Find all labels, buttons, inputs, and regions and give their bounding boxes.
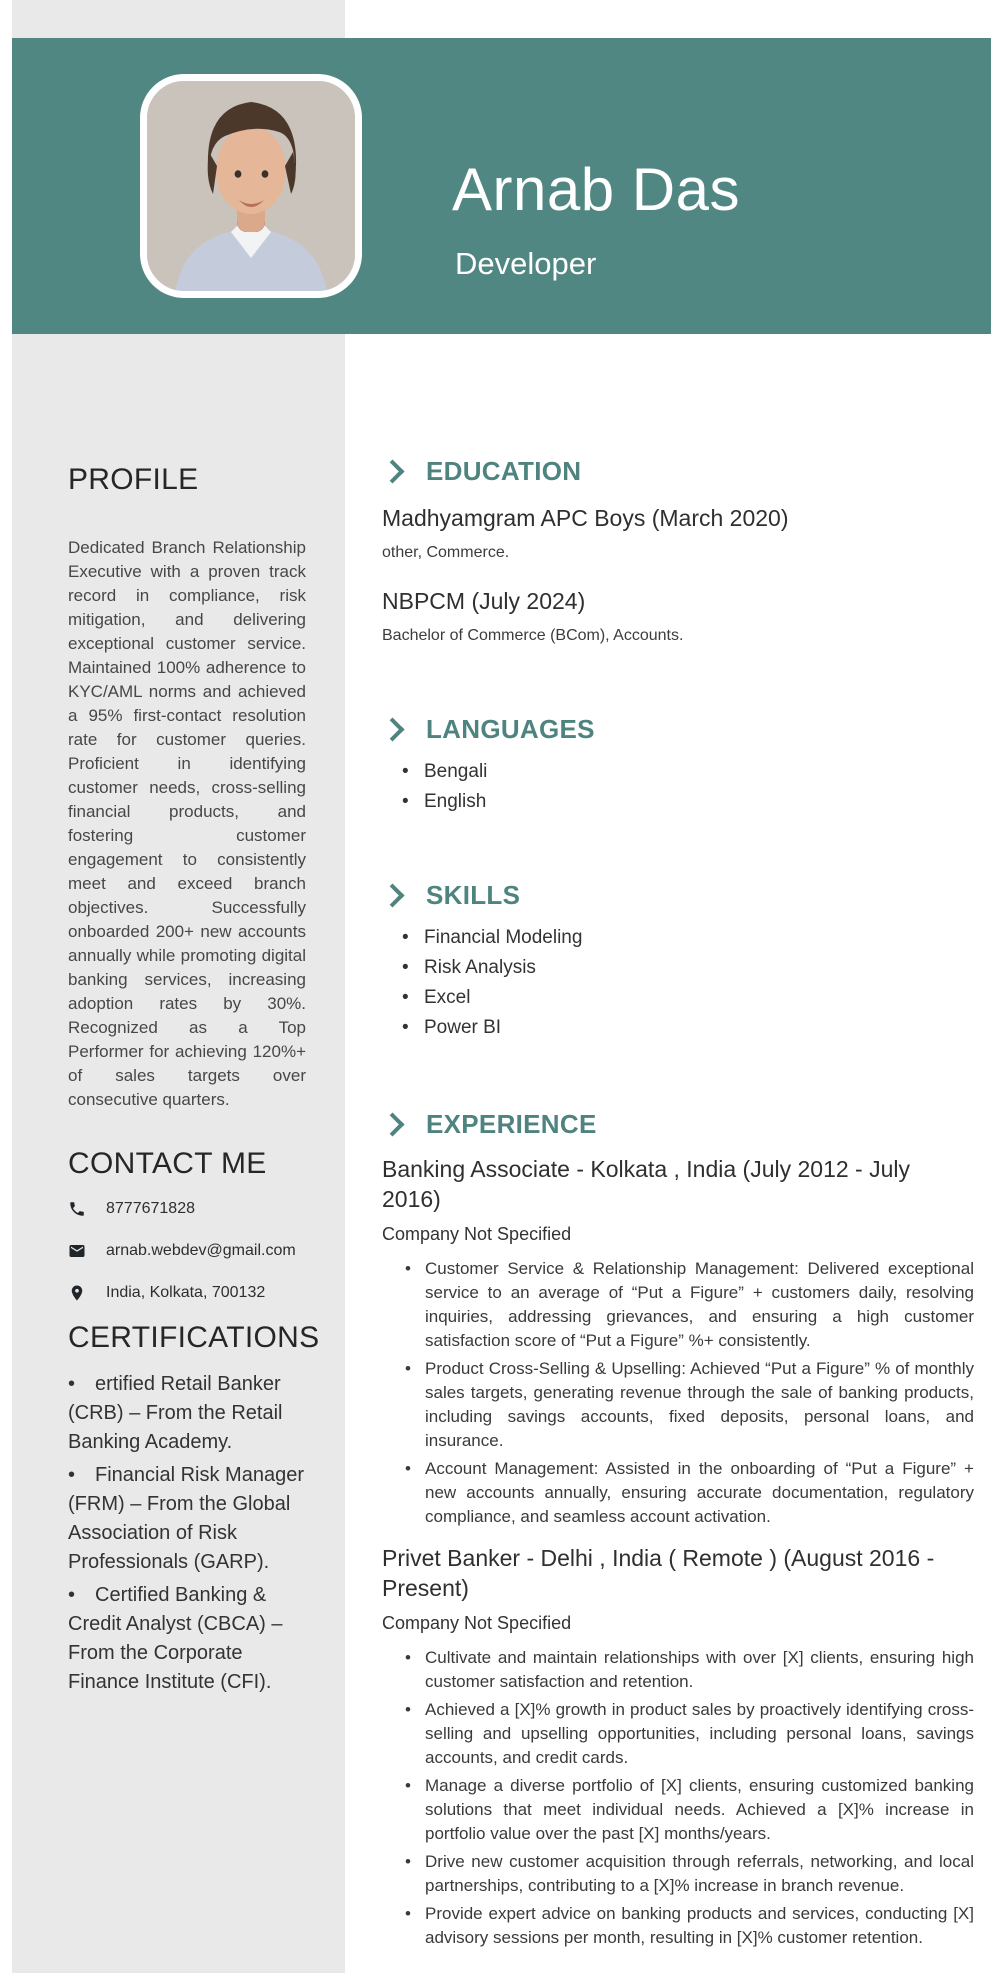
languages-list xyxy=(382,757,974,817)
education-school: Madhyamgram APC Boys (March 2020) xyxy=(382,505,789,531)
experience-job xyxy=(382,1154,974,1529)
person-role: Developer xyxy=(455,246,597,281)
job-title: Banking Associate - Kolkata , India (July 2012 - July 2016) xyxy=(382,1156,911,1212)
experience-section-heading xyxy=(382,1108,974,1140)
chevron-right-icon xyxy=(380,717,404,741)
certification-item: • Certified Banking & Credit Analyst (CBCA) – From the Corporate Finance Institute (CFI). xyxy=(68,1581,306,1697)
chevron-right-icon xyxy=(380,883,404,907)
experience-heading-label: EXPERIENCE xyxy=(426,1109,597,1139)
job-bullet: • Cultivate and maintain relationships with over [X] clients, ensuring high customer satisfaction and retention. xyxy=(382,1646,974,1694)
contact-row-location xyxy=(68,1284,306,1302)
skills-list xyxy=(382,923,974,1043)
job-title: Privet Banker - Delhi , India ( Remote ) (August 2016 - Present) xyxy=(382,1545,935,1601)
education-entry xyxy=(382,586,974,645)
languages-section-heading xyxy=(382,713,974,745)
job-bullet: • Drive new customer acquisition through referrals, networking, and local partnerships, contributing to a [X]% increase in branch revenue. xyxy=(382,1850,974,1898)
contact-heading: CONTACT ME xyxy=(68,1147,267,1180)
education-school: NBPCM (July 2024) xyxy=(382,588,586,614)
education-detail: Bachelor of Commerce (BCom), Accounts. xyxy=(382,627,684,644)
chevron-right-icon xyxy=(380,1112,404,1136)
job-bullet: • Provide expert advice on banking products and services, conducting [X] advisory sessions per month, resulting in [X]% customer retention. xyxy=(382,1902,974,1950)
email-icon xyxy=(68,1242,86,1260)
phone-number: 8777671828 xyxy=(106,1200,195,1217)
certification-item: • ertified Retail Banker (CRB) – From the Retail Banking Academy. xyxy=(68,1370,306,1457)
education-heading-label: EDUCATION xyxy=(426,456,582,486)
skill-item: • Financial Modeling xyxy=(382,923,974,953)
chevron-right-icon xyxy=(380,459,404,483)
job-bullet-list xyxy=(382,1257,974,1529)
skill-item: • Power BI xyxy=(382,1013,974,1043)
education-section-heading xyxy=(382,455,974,487)
person-name: Arnab Das xyxy=(452,156,740,223)
certifications-list xyxy=(68,1370,306,1697)
email-address: arnab.webdev@gmail.com xyxy=(106,1242,296,1259)
job-bullet: • Product Cross-Selling & Upselling: Achieved “Put a Figure” % of monthly sales targets, generating revenue through the sale of banking products, including savings accounts, fixed deposits, personal loans, and insurance. xyxy=(382,1357,974,1453)
skills-heading-label: SKILLS xyxy=(426,880,521,910)
languages-heading-label: LANGUAGES xyxy=(426,714,595,744)
profile-summary: Dedicated Branch Relationship Executive with a proven track record in compliance, risk mitigation, and delivering exceptional customer service. Maintained 100% adherence to KYC/AML norms and achieved a 95% first-contact resolution rate for customer queries. Proficient in identifying customer needs, cross-selling financial products, and fostering customer engagement to consistently meet and exceed branch objectives. Successfully onboarded 200+ new accounts annually while promoting digital banking services, increasing adoption rates by 30%. Recognized as a Top Performer for achieving 120%+ of sales targets over consecutive quarters. xyxy=(68,538,306,1109)
language-item: • English xyxy=(382,787,974,817)
job-bullet: • Achieved a [X]% growth in product sales by proactively identifying cross-selling and upselling opportunities, including personal loans, savings accounts, and credit cards. xyxy=(382,1698,974,1770)
skills-section-heading xyxy=(382,879,974,911)
job-company: Company Not Specified xyxy=(382,1224,572,1244)
language-item: • Bengali xyxy=(382,757,974,787)
job-bullet-list xyxy=(382,1646,974,1950)
experience-job xyxy=(382,1543,974,1950)
main-column xyxy=(382,0,974,1950)
job-company: Company Not Specified xyxy=(382,1613,572,1633)
education-entry xyxy=(382,503,974,562)
job-bullet: • Manage a diverse portfolio of [X] clients, ensuring customized banking solutions that meet individual needs. Achieved a [X]% increase in portfolio value over the past [X] months/years. xyxy=(382,1774,974,1846)
sidebar xyxy=(12,0,345,1697)
skill-item: • Risk Analysis xyxy=(382,953,974,983)
certification-item: • Financial Risk Manager (FRM) – From the Global Association of Risk Professionals (GARP). xyxy=(68,1461,306,1577)
skill-item: • Excel xyxy=(382,983,974,1013)
job-bullet: • Account Management: Assisted in the onboarding of “Put a Figure” + new accounts annually, ensuring accurate documentation, regulatory compliance, and seamless account activation. xyxy=(382,1457,974,1529)
profile-heading: PROFILE xyxy=(68,463,199,496)
contact-row-phone xyxy=(68,1200,306,1218)
location-text: India, Kolkata, 700132 xyxy=(106,1284,266,1301)
education-detail: other, Commerce. xyxy=(382,544,510,561)
phone-icon xyxy=(68,1200,86,1218)
location-pin-icon xyxy=(68,1284,86,1302)
certifications-heading: CERTIFICATIONS xyxy=(68,1321,320,1354)
contact-row-email xyxy=(68,1242,306,1260)
job-bullet: • Customer Service & Relationship Management: Delivered exceptional service to an average of “Put a Figure” + customers daily, resolving inquiries, addressing grievances, and ensuring a high customer satisfaction score of “Put a Figure” %+ consistently. xyxy=(382,1257,974,1353)
